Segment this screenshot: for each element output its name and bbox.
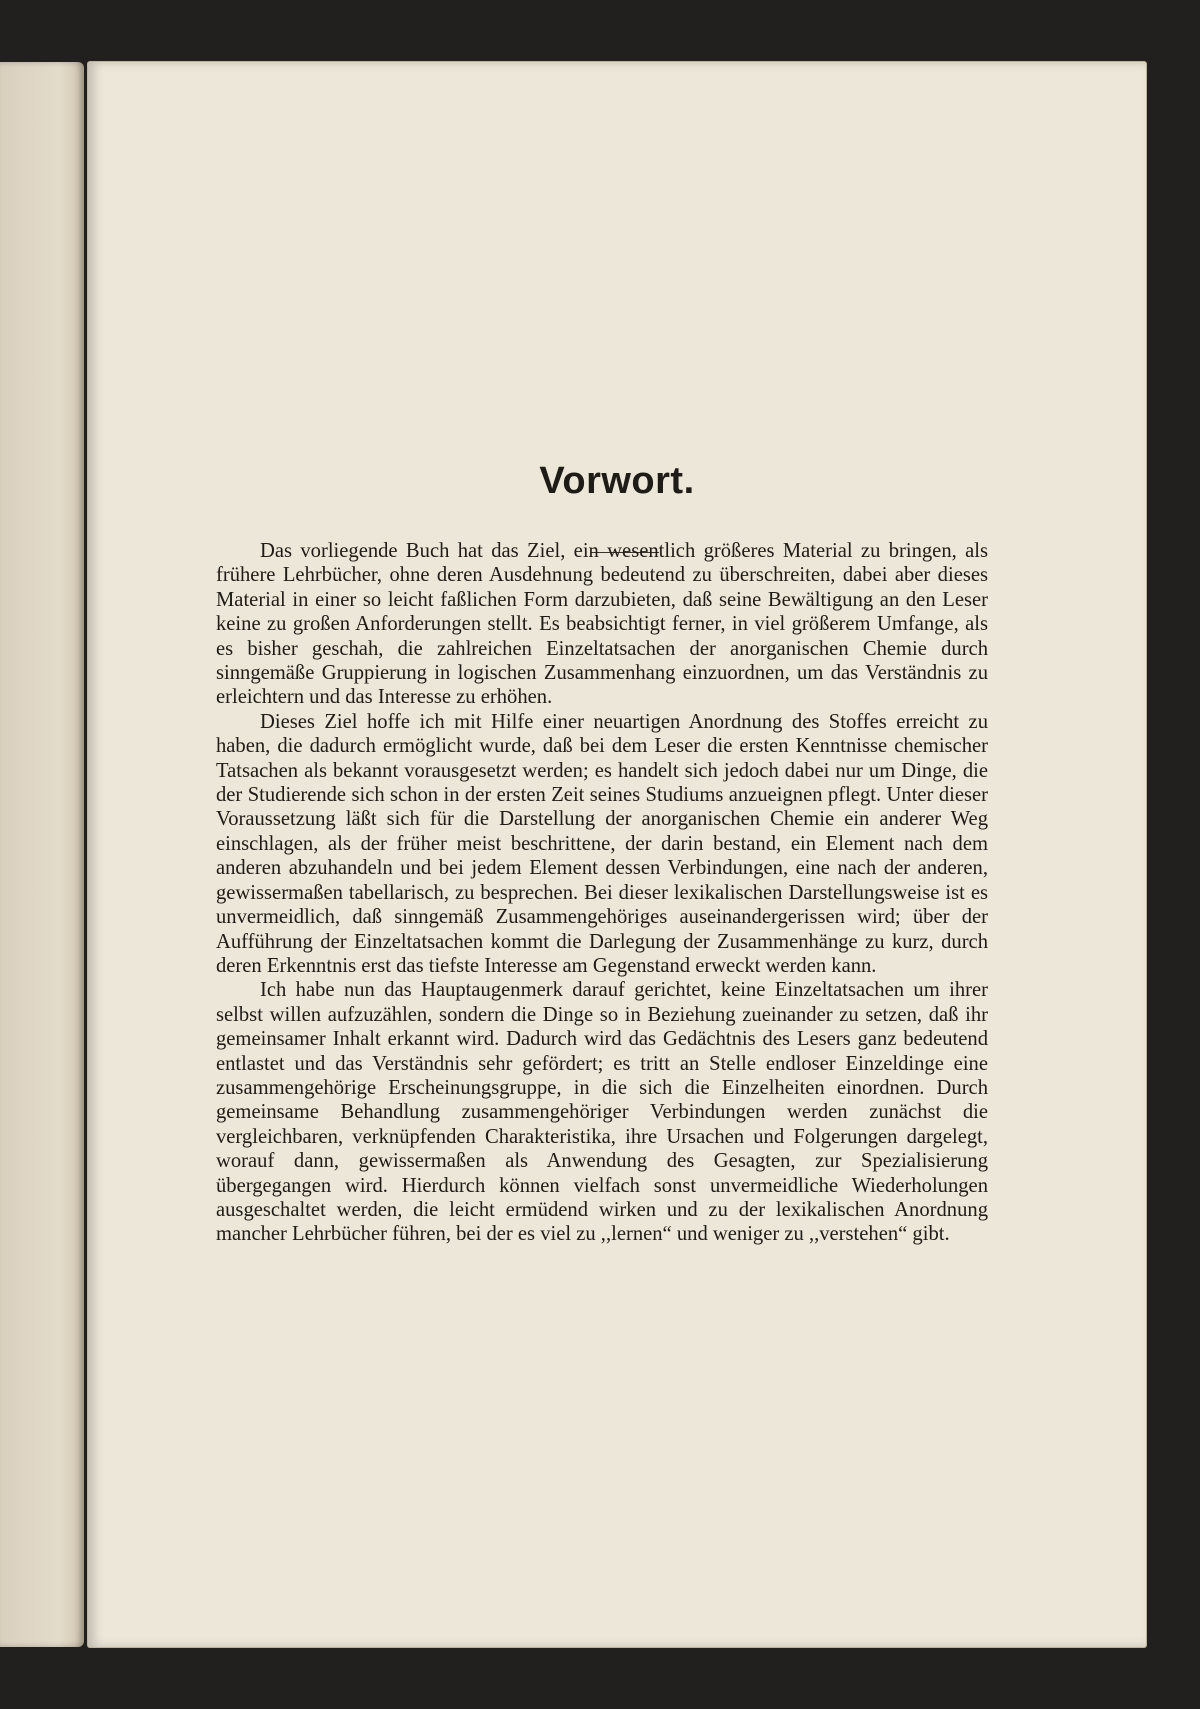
paragraph: Ich habe nun das Hauptaugenmerk darauf gerichtet, keine Einzeltatsachen um ihrer selbst willen aufzuzählen, sondern die Dinge so in Beziehung zueinander zu setzen, daß ihr gemeinsamer Inhalt erkannt wird. Dadurch wird das Gedächtnis des Lesers ganz bedeutend entlastet und das Verständnis sehr gefördert; es tritt an Stelle endloser Einzeldinge eine zusammengehörige Erscheinungsgruppe, in die sich die Einzelheiten einordnen. Durch gemeinsame Behandlung zusammengehöriger Verbindungen werden zunächst die vergleichbaren, verknüpfenden Charakteristika, ihre Ursachen und Folgerungen dargelegt, worauf dann, gewissermaßen als Anwendung des Gesagten, zur Spezialisierung übergegangen wird. Hierdurch können vielfach sonst unvermeidliche Wiederholungen ausgeschaltet werden, die leicht ermüdend wirken und zu der lexikalischen Anordnung mancher Lehrbücher führen, bei der es viel zu ,,lernen“ und weniger zu ,,verstehen“ gibt. <box>216 979 988 1246</box>
show-through-text <box>228 242 1128 412</box>
paragraph: Dieses Ziel hoffe ich mit Hilfe einer neuartigen Anordnung des Stoffes erreicht zu haben, die dadurch ermöglicht wurde, daß bei dem Leser die ersten Kenntnisse chemischer Tatsachen als bekannt vorausgesetzt werden; es handelt sich jedoch dabei nur um Dinge, die der Studierende sich schon in der ersten Zeit seines Studiums anzueignen pflegt. Unter dieser Voraussetzung läßt sich für die Darstellung der anorganischen Chemie ein anderer Weg einschlagen, als der früher meist beschrittene, der darin bestand, ein Element nach dem anderen abzuhandeln und bei jedem Element dessen Verbindungen, eine nach der anderen, gewissermaßen tabellarisch, zu besprechen. Bei dieser lexikalischen Darstellungsweise ist es unvermeidlich, daß sinngemäß Zusammengehöriges auseinandergerissen wird; über der Aufführung der Einzeltatsachen kommt die Darlegung der Zusammenhänge zu kurz, durch deren Erkenntnis erst das tiefste Interesse am Gegenstand erweckt werden kann. <box>216 710 988 977</box>
left-page-edge <box>0 62 84 1647</box>
foreword-body <box>216 539 988 1247</box>
book-page <box>88 62 1146 1647</box>
paragraph: Das vorliegende Buch hat das Ziel, ein wesentlich größeres Material zu bringen, als frühere Lehrbücher, ohne deren Ausdehnung bedeutend zu überschreiten, dabei aber dieses Material in einer so leicht faßlichen Form darzubieten, daß seine Bewältigung an den Leser keine zu großen Anforderungen stellt. Es beabsichtigt ferner, in viel größerem Umfange, als es bisher geschah, die zahlreichen Einzeltatsachen der anorganischen Chemie durch sinngemäße Gruppierung in logischen Zusammenhang einzuordnen, um das Verständnis zu erleichtern und das Interesse zu erhöhen. <box>216 540 988 709</box>
page-title: Vorwort. <box>539 460 695 502</box>
